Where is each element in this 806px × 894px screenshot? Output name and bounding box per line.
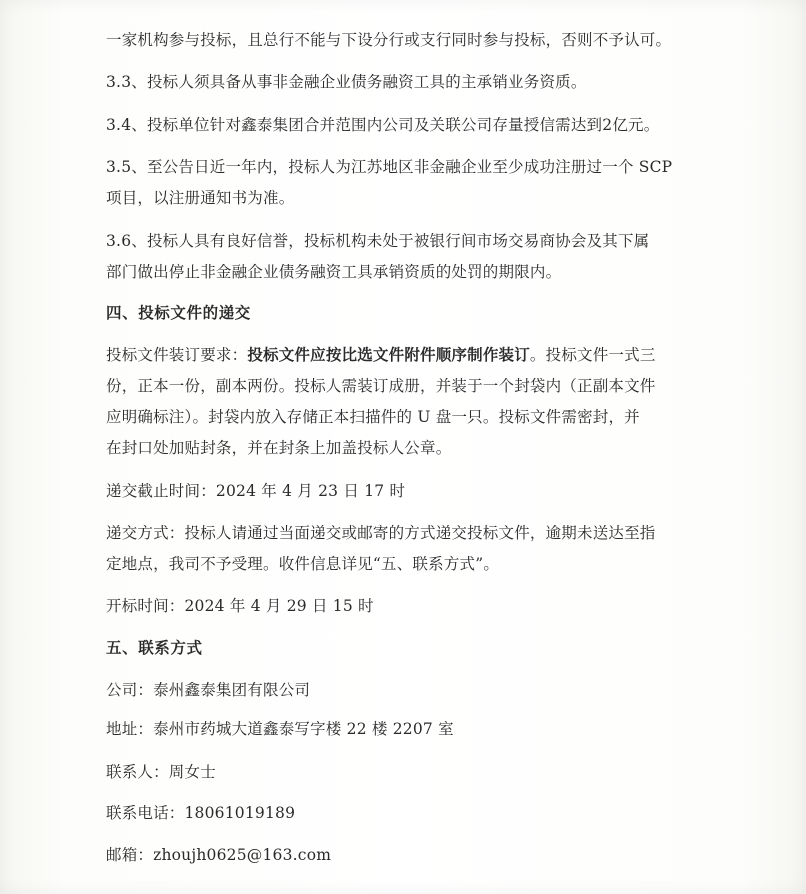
binding-requirements-line-1: [106, 345, 656, 365]
submission-method-line-2: 定地点，我司不予受理。收件信息详见“五、联系方式”。: [106, 555, 500, 573]
clause-3-3: 3.3、投标人须具备从事非金融企业债务融资工具的主承销业务资质。: [106, 73, 587, 91]
submission-deadline: 递交截止时间：2024 年 4 月 23 日 17 时: [106, 482, 406, 500]
binding-requirements-label: 投标文件装订要求：: [106, 346, 248, 364]
contact-email: 邮箱：zhoujh0625@163.com: [106, 846, 332, 864]
contact-person: 联系人：周女士: [106, 763, 216, 781]
binding-requirements-line-2: 份，正本一份，副本两份。投标人需装订成册，并装于一个封袋内（正副本文件: [106, 377, 656, 395]
binding-requirements-line-4: 在封口处加贴封条，并在封条上加盖投标人公章。: [106, 439, 452, 457]
binding-requirements-line-3: 应明确标注）。封袋内放入存储正本扫描件的 U 盘一只。投标文件需密封，并: [106, 408, 640, 426]
submission-method-line-1: 递交方式：投标人请通过当面递交或邮寄的方式递交投标文件，逾期未送达至指: [106, 524, 656, 542]
contact-company: 公司：泰州鑫泰集团有限公司: [106, 681, 311, 699]
clause-3-6-line-2: 部门做出停止非金融企业债务融资工具承销资质的处罚的期限内。: [106, 263, 562, 281]
contact-phone: 联系电话：18061019189: [106, 804, 296, 822]
clause-3-5-line-1: 3.5、至公告日近一年内，投标人为江苏地区非金融企业至少成功注册过一个 SCP: [106, 158, 673, 176]
binding-requirements-rest: 。投标文件一式三: [529, 346, 656, 364]
text-line-1: 一家机构参与投标，且总行不能与下设分行或支行同时参与投标，否则不予认可。: [106, 31, 672, 49]
clause-3-4: 3.4、投标单位针对鑫泰集团合并范围内公司及关联公司存量授信需达到2亿元。: [106, 116, 660, 134]
clause-3-6-line-1: 3.6、投标人具有良好信誉，投标机构未处于被银行间市场交易商协会及其下属: [106, 232, 650, 250]
binding-requirements-emphasis: 投标文件应按比选文件附件顺序制作装订: [247, 345, 530, 364]
bid-opening-time: 开标时间：2024 年 4 月 29 日 15 时: [106, 597, 374, 615]
section-5-heading: 五、联系方式: [106, 638, 203, 657]
contact-address: 地址：泰州市药城大道鑫泰写字楼 22 楼 2207 室: [106, 720, 454, 738]
section-4-heading: 四、投标文件的递交: [106, 303, 251, 322]
clause-3-5-line-2: 项目，以注册通知书为准。: [106, 189, 295, 207]
